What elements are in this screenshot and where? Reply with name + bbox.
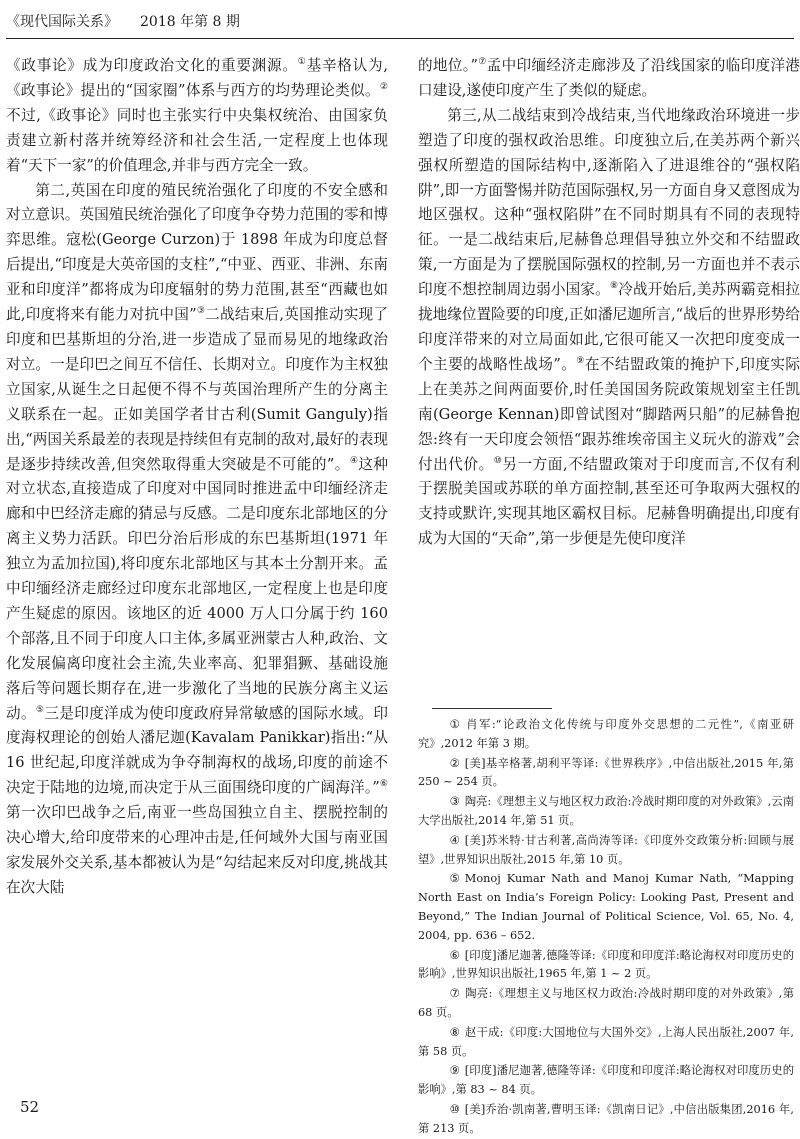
footnotes bbox=[418, 716, 794, 1135]
page-number: 52 bbox=[20, 1098, 40, 1116]
footnote: ① 肖军:“论政治文化传统与印度外交思想的二元性”,《南亚研究》,2012 年第 3 期。 bbox=[418, 718, 794, 750]
footnote-ref[interactable]: ⑥ bbox=[379, 779, 388, 790]
footnote-separator bbox=[432, 708, 552, 709]
footnote-ref[interactable]: ⑤ bbox=[35, 704, 45, 715]
footnote-ref[interactable]: ③ bbox=[196, 306, 206, 317]
left-column bbox=[6, 54, 388, 1094]
footnote: ⑥ [印度]潘尼迦著,德隆等译:《印度和印度洋:略论海权对印度历史的影响》,世界知识出版社,1965 年,第 1 ~ 2 页。 bbox=[418, 948, 794, 981]
running-header bbox=[0, 0, 800, 40]
paragraph: 第三,从二战结束到冷战结束,当代地缘政治环境进一步塑造了印度的强权政治思维。印度独立后,在美苏两个新兴强权所塑造的国际结构中,逐渐陷入了进退维谷的“强权陷阱”,即一方面警惕并防范国际强权,另一方面自身又意图成为地区强权。这种“强权陷阱”在不同时期具有不同的表现特征。一是二战结束后,尼赫鲁总理倡导独立外交和不结盟政策,一方面是为了摆脱国际强权的控制,另一方面也并不表示印度不想控制周边弱小国家。⑧冷战开始后,美苏两霸竞相拉拢地缘位置险要的印度,正如潘尼迦所言,“战后的世界形势给印度洋带来的对立局面如此,它很可能又一次把印度变成一个主要的战略性战场”。⑨在不结盟政策的掩护下,印度实际上在美苏之间两面要价,时任美国国务院政策规划室主任凯南(George Kennan)即曾试图对“脚踏两只船”的尼赫鲁抱怨:终有一天印度会领悟“跟苏维埃帝国主义玩火的游戏”会付出代价。⑩另一方面,不结盟政策对于印度而言,不仅有利于摆脱美国或苏联的单方面控制,甚至还可争取两大强权的支持或默许,实现其地区霸权目标。尼赫鲁明确提出,印度有成为大国的“天命”,第一步便是先使印度洋 bbox=[418, 106, 800, 548]
footnote-ref[interactable]: ① bbox=[297, 57, 307, 68]
paragraph: 《政事论》成为印度政治文化的重要渊源。①基辛格认为,《政事论》提出的“国家圈”体系与西方的均势理论类似。②不过,《政事论》同时也主张实行中央集权统治、由国家负责建立新村落并统筹经济和社会生活,一定程度上也体现着“天下一家”的价值理念,并非与西方完全一致。 bbox=[6, 57, 389, 174]
footnote: ⑨ [印度]潘尼迦著,德隆等译:《印度和印度洋:略论海权对印度历史的影响》,第 83 ~ 84 页。 bbox=[418, 1064, 794, 1097]
issue-label: 2018 年第 8 期 bbox=[140, 14, 240, 30]
footnote-ref[interactable]: ⑧ bbox=[609, 281, 619, 292]
paragraph: 的地位。”⑦孟中印缅经济走廊涉及了沿线国家的临印度洋港口建设,遂使印度产生了类似的疑虑。 bbox=[418, 57, 800, 99]
footnote-ref[interactable]: ⑩ bbox=[493, 455, 503, 466]
footnote: ⑦ 陶亮:《理想主义与地区权力政治:冷战时期印度的对外政策》,第 68 页。 bbox=[418, 987, 794, 1019]
right-column bbox=[418, 54, 800, 694]
journal-title: 《现代国际关系》 bbox=[6, 14, 118, 30]
footnote: ⑧ 赵干成:《印度:大国地位与大国外交》,上海人民出版社,2007 年,第 58 页。 bbox=[418, 1025, 794, 1058]
footnote-ref[interactable]: ⑨ bbox=[576, 356, 585, 367]
footnote-ref[interactable]: ⑦ bbox=[477, 57, 487, 68]
paragraph: 第二,英国在印度的殖民统治强化了印度的不安全感和对立意识。英国殖民统治强化了印度争夺势力范围的零和博弈思维。寇松(George Curzon)于 1898 年成为印度总督后提出,“印度是大英帝国的支柱”,“中亚、西亚、非洲、东南亚和印度洋”都将成为印度辐射的势力范围,甚至“西藏也如此,印度将来有能力对抗中国”③二战结束后,英国推动实现了印度和巴基斯坦的分治,进一步造成了显而易见的地缘政治对立。一是印巴之间互不信任、长期对立。印度作为主权独立国家,从诞生之日起便不得不与英国治理所产生的分离主义联系在一起。正如美国学者甘古利(Sumit Ganguly)指出,“两国关系最差的表现是持续但有克制的敌对,最好的表现是逐步持续改善,但突然取得重大突破是不可能的”。④这种对立状态,直接造成了印度对中国同时推进孟中印缅经济走廊和中巴经济走廊的猜忌与反感。二是印度东北部地区的分离主义势力活跃。印巴分治后形成的东巴基斯坦(1971 年独立为孟加拉国),将印度东北部地区与其本土分割开来。孟中印缅经济走廊经过印度东北部地区,一定程度上也是印度产生疑虑的原因。该地区的近 4000 万人口分属于约 160 个部落,且不同于印度人口主体,多属亚洲蒙古人种,政治、文化发展偏离印度社会主流,失业率高、犯罪猖獗、基础设施落后等问题长期存在,进一步激化了当地的民族分离主义运动。⑤三是印度洋成为使印度政府异常敏感的国际水域。印度海权理论的创始人潘尼迦(Kavalam Panikkar)指出:“从 16 世纪起,印度洋就成为争夺制海权的战场,印度的前途不决定于陆地的边境,而决定于从三面围绕印度的广阔海洋。”⑥第一次印巴战争之后,南亚一些岛国独立自主、摆脱控制的决心增大,给印度带来的心理冲击是,任何域外大国与南亚国家发展外交关系,基本都被认为是“勾结起来反对印度,挑战其在次大陆 bbox=[6, 181, 388, 896]
footnote: ⑤ Monoj Kumar Nath and Manoj Kumar Nath, “Mapping North East on India’s Foreign Policy: Looking Past, Present and Beyond,” The Indian Journal of Political Science, Vol. 65, No. 4, 2004, pp. 636 – 652. bbox=[418, 872, 794, 942]
footnote: ② [美]基辛格著,胡利平等译:《世界秩序》,中信出版社,2015 年,第 250 ~ 254 页。 bbox=[418, 756, 794, 789]
footnote: ③ 陶亮:《理想主义与地区权力政治:冷战时期印度的对外政策》,云南大学出版社,2014 年,第 51 页。 bbox=[418, 795, 794, 827]
footnote-ref[interactable]: ④ bbox=[349, 455, 359, 466]
footnote-ref[interactable]: ② bbox=[379, 82, 388, 93]
header-rule bbox=[6, 38, 794, 39]
footnote: ④ [美]苏米特·甘古利著,高尚涛等译:《印度外交政策分析:回顾与展望》,世界知识出版社,2015 年,第 10 页。 bbox=[418, 833, 794, 866]
footnote: ⑩ [美]乔治·凯南著,曹明玉译:《凯南日记》,中信出版集团,2016 年,第 213 页。 bbox=[418, 1102, 794, 1135]
